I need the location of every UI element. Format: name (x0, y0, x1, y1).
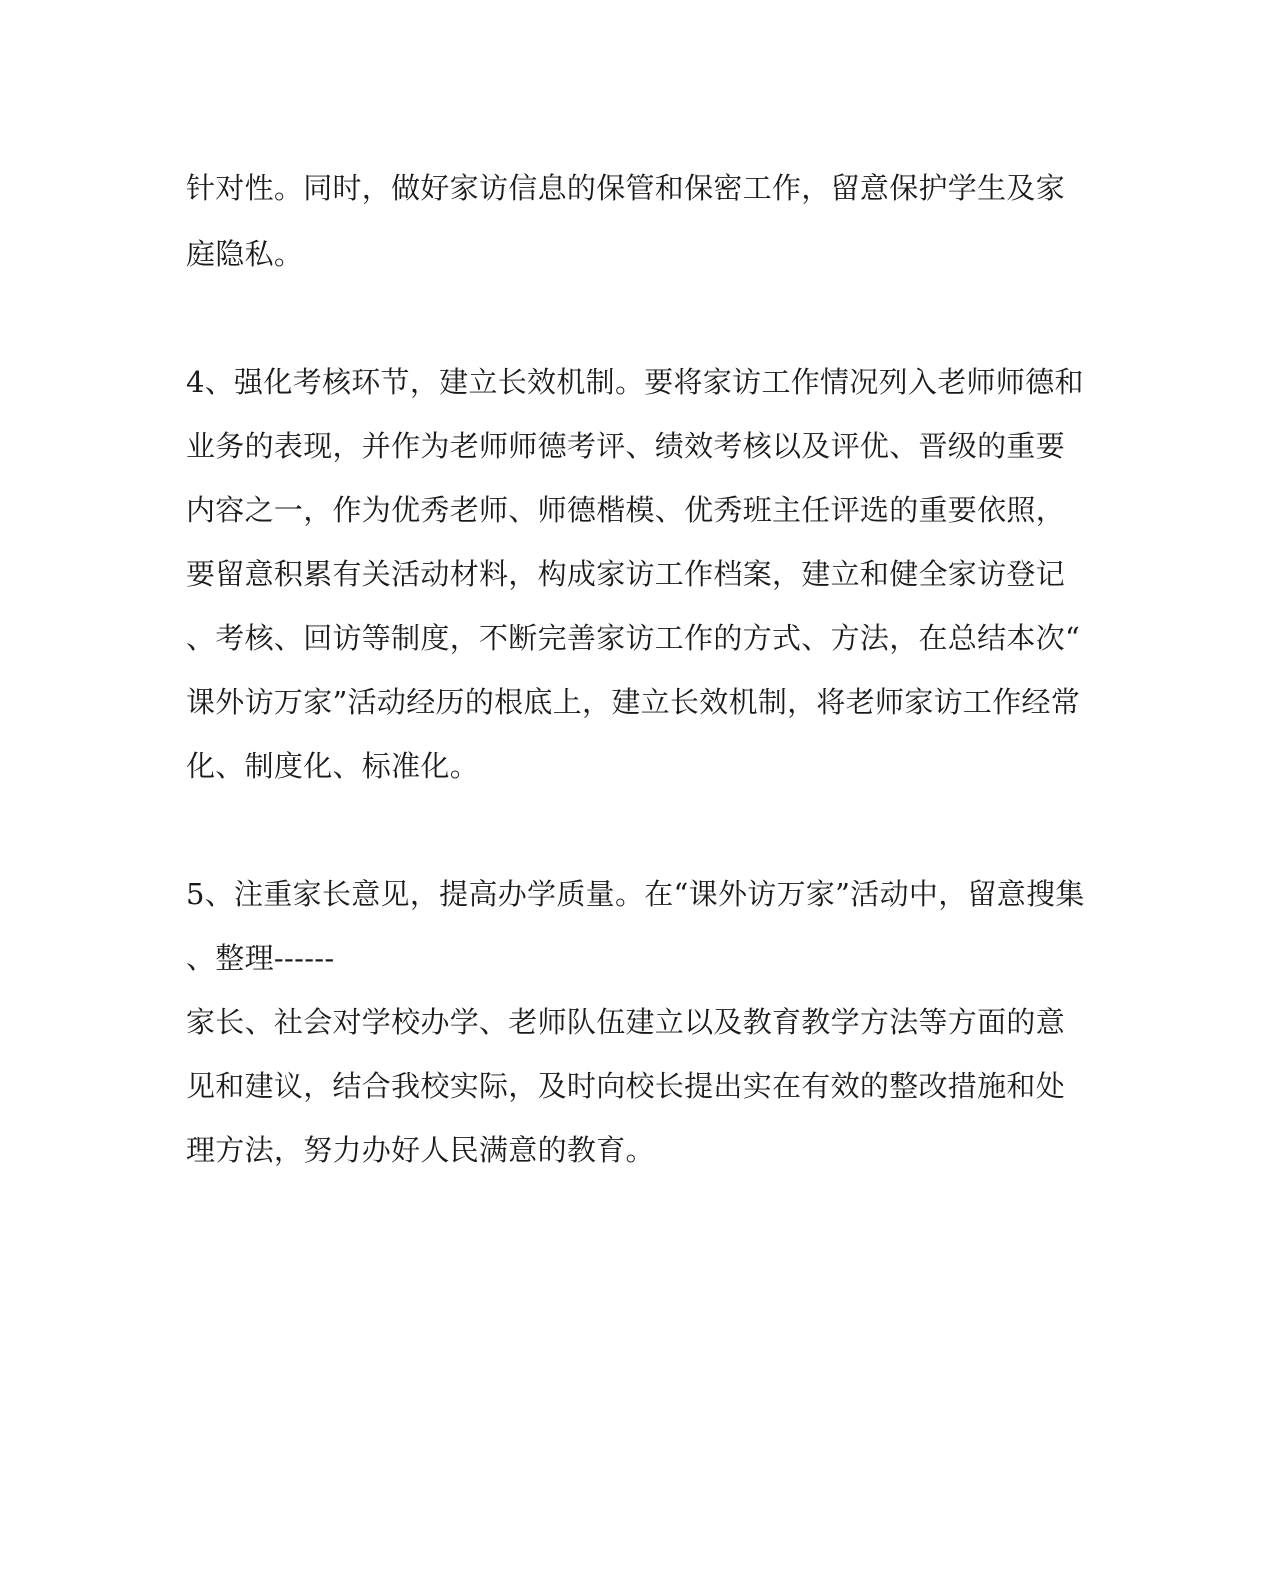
text-line: 家长、社会对学校办学、老师队伍建立以及教育教学方法等方面的意 (186, 1005, 1066, 1039)
text-line: 庭隐私。 (186, 237, 304, 271)
text-line: 、整理------ (186, 941, 335, 975)
text-line: 业务的表现，并作为老师师德考评、绩效考核以及评优、晋级的重要 (186, 429, 1066, 463)
text-line: 针对性。同时，做好家访信息的保管和保密工作，留意保护学生及家 (186, 171, 1066, 205)
text-line: 、考核、回访等制度，不断完善家访工作的方式、方法，在总结本次“ (186, 621, 1081, 655)
text-line: 内容之一，作为优秀老师、师德楷模、优秀班主任评选的重要依照， (186, 493, 1066, 527)
text-line: 理方法，努力办好人民满意的教育。 (186, 1133, 655, 1167)
text-line: 5、注重家长意见，提高办学质量。在“课外访万家”活动中，留意搜集 (186, 877, 1085, 911)
text-line: 化、制度化、标准化。 (186, 749, 480, 783)
text-line: 4、强化考核环节，建立长效机制。要将家访工作情况列入老师师德和 (186, 365, 1084, 399)
text-line: 课外访万家”活动经历的根底上，建立长效机制，将老师家访工作经常 (186, 685, 1081, 719)
text-line: 要留意积累有关活动材料，构成家访工作档案，建立和健全家访登记 (186, 557, 1066, 591)
text-line: 见和建议，结合我校实际，及时向校长提出实在有效的整改措施和处 (186, 1069, 1066, 1103)
